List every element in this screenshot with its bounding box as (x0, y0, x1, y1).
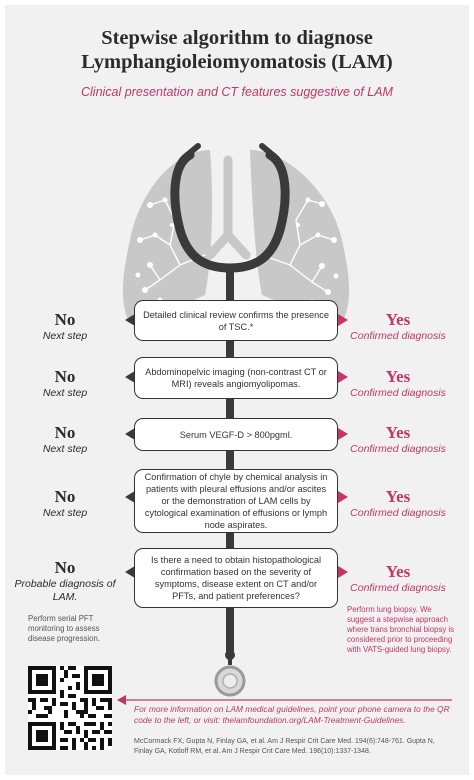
no-label-1 (10, 310, 120, 343)
pft-monitoring-note: Perform serial PFT monitoring to assess disease progression. (28, 614, 100, 643)
yes-text: Yes (385, 423, 411, 442)
qr-code-icon[interactable] (28, 666, 112, 750)
yes-label-4 (338, 487, 458, 520)
no-subtext: Next step (42, 507, 88, 519)
title-line-1: Stepwise algorithm to diagnose (101, 27, 373, 49)
page-title (0, 26, 474, 74)
yes-text: Yes (385, 367, 411, 386)
no-subtext: Next step (42, 387, 88, 399)
no-arrows (125, 314, 135, 578)
step-box-4: Confirmation of chyle by chemical analysis in patients with pleural effusions and/or ascites or the demonstration of LAM cells by cytological examination of effusions or lymph node aspirates. (134, 469, 338, 533)
yes-subtext: Confirmed diagnosis (350, 507, 446, 519)
yes-label-3 (338, 423, 458, 456)
no-subtext: Next step (42, 443, 88, 455)
no-subtext: Next step (42, 330, 88, 342)
no-label-3 (10, 423, 120, 456)
yes-subtext: Confirmed diagnosis (350, 582, 446, 594)
step-box-2: Abdominopelvic imaging (non-contrast CT or MRI) reveals angiomyolipomas. (134, 357, 338, 399)
footer-cta[interactable]: For more information on LAM medical guidelines, point your phone camera to the QR code to the left, or visit: thelamfoundation.org/LAM-Treatment-Guidelines. (134, 704, 450, 725)
yes-label-1 (338, 310, 458, 343)
yes-text: Yes (385, 562, 411, 581)
page-subtitle: Clinical presentation and CT features suggestive of LAM (81, 85, 393, 99)
yes-text: Yes (385, 487, 411, 506)
title-line-2: Lymphangioleiomyomatosis (LAM) (81, 51, 393, 73)
no-label-5 (10, 558, 120, 604)
no-text: No (54, 310, 76, 329)
no-text: No (54, 367, 76, 386)
step-box-1: Detailed clinical review confirms the presence of TSC.* (134, 300, 338, 341)
yes-subtext: Confirmed diagnosis (350, 387, 446, 399)
yes-subtext: Confirmed diagnosis (350, 330, 446, 342)
step-box-5: Is there a need to obtain histopathological confirmation based on the severity of symptoms, disease extent on CT and/or PFTs, and patient preferences? (134, 548, 338, 608)
footer-references: McCormack FX, Gupta N, Finlay GA, et al. Am J Respir Crit Care Med. 194(6):748-761. Gupta N, Finlay GA, Kotloff RM, et al. Am J Respir Crit Care Med. 196(10):1337-1348. (134, 738, 435, 755)
yes-text: Yes (385, 310, 411, 329)
yes-subtext: Confirmed diagnosis (350, 443, 446, 455)
no-subtext: Probable diagnosis of LAM. (14, 578, 116, 603)
no-text: No (54, 558, 76, 577)
yes-label-2 (338, 367, 458, 400)
no-text: No (54, 423, 76, 442)
no-label-2 (10, 367, 120, 400)
step-box-3: Serum VEGF-D > 800pgml. (134, 418, 338, 451)
lung-biopsy-note: Perform lung biopsy. We suggest a stepwise approach where trans bronchial biopsy is considered prior to proceeding with VATS-guided lung biopsy. (347, 605, 455, 654)
no-label-4 (10, 487, 120, 520)
yes-label-5 (338, 562, 458, 595)
lungs-illustration (123, 150, 349, 320)
no-text: No (54, 487, 76, 506)
